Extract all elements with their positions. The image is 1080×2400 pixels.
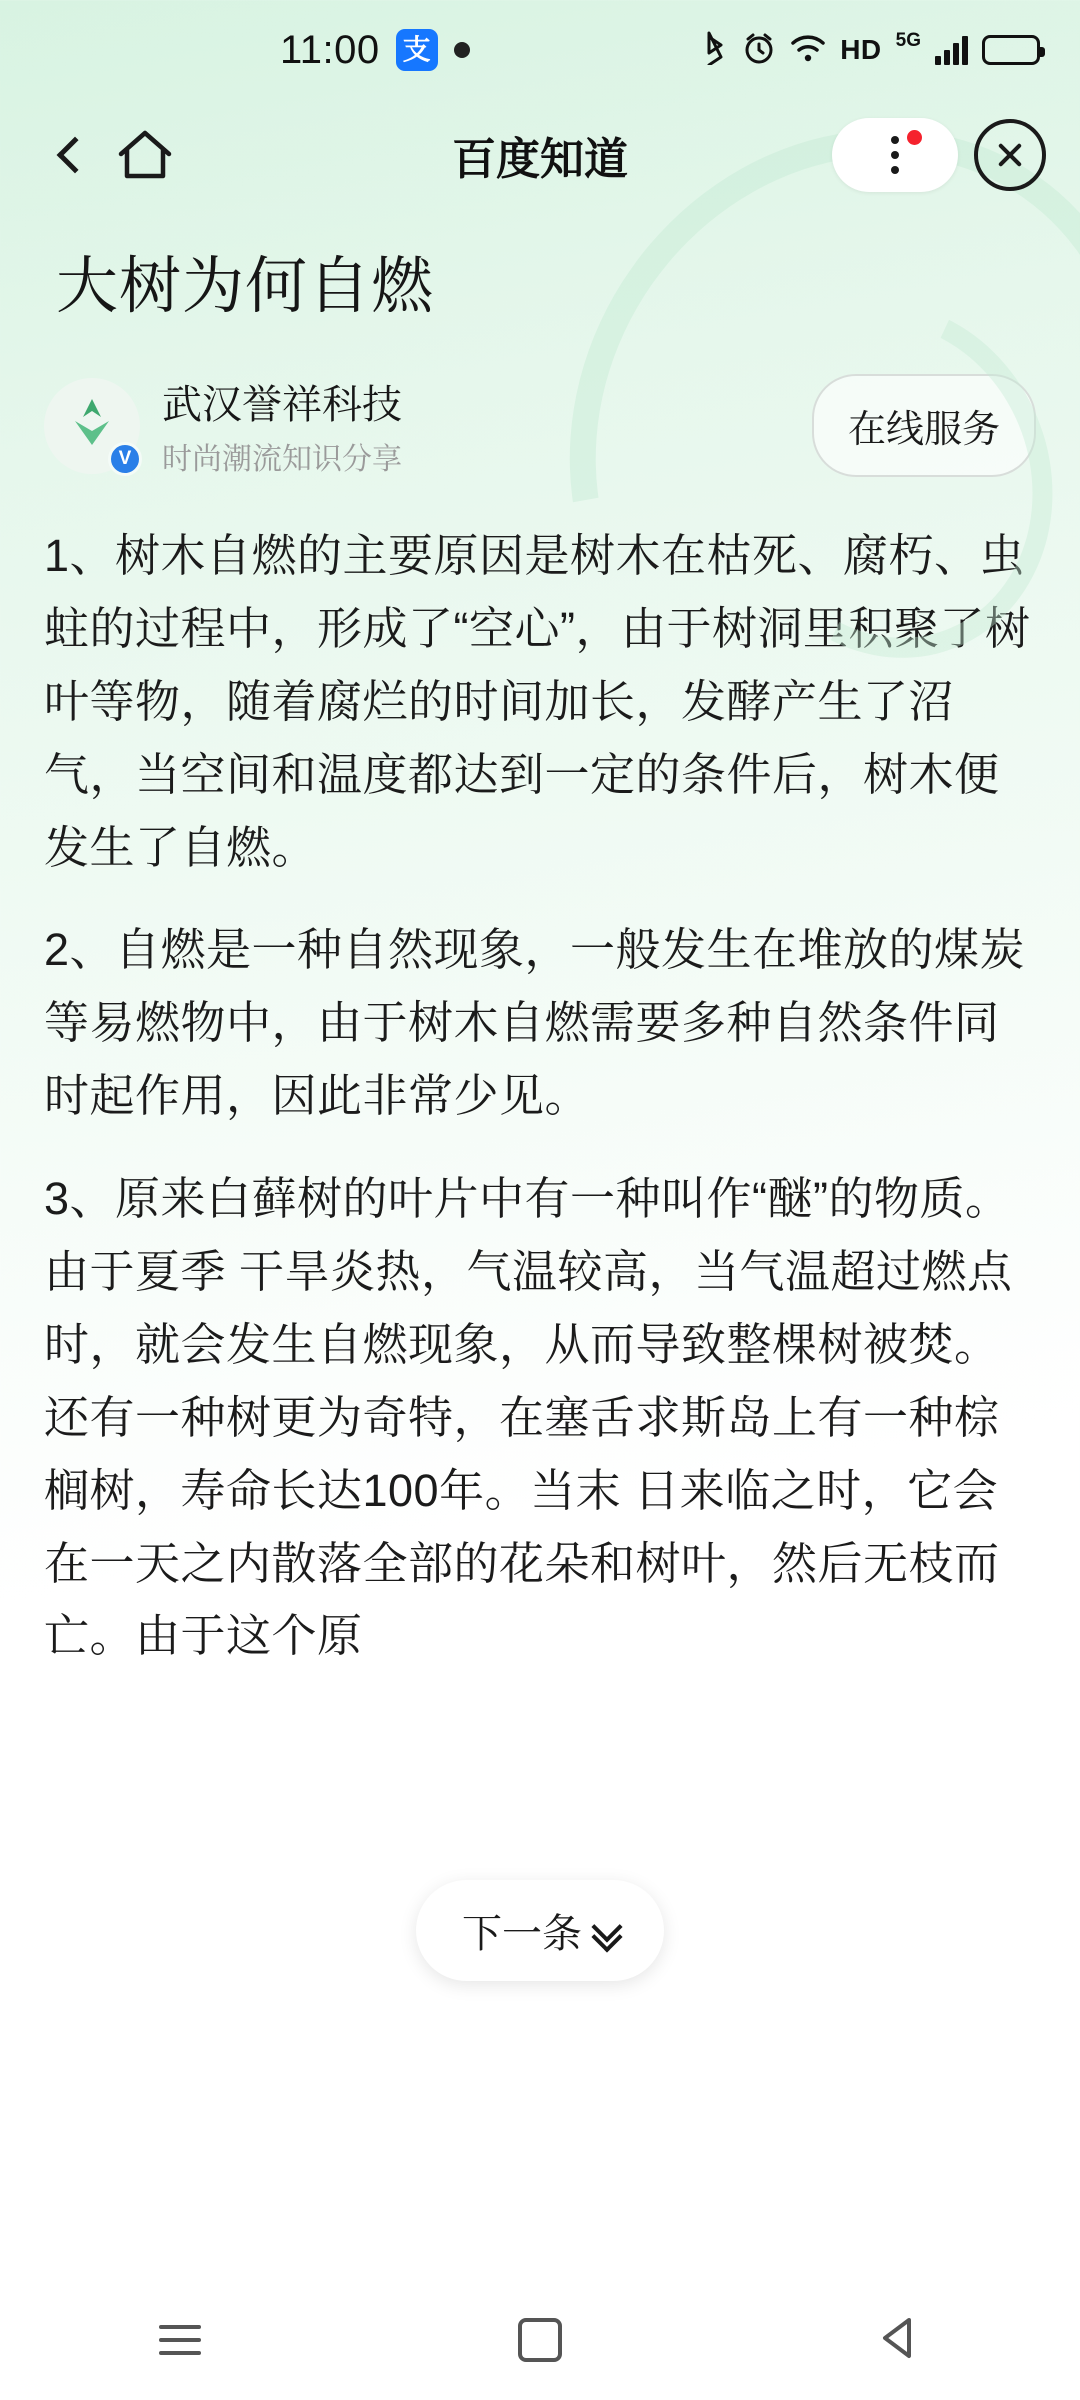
close-icon (995, 140, 1025, 170)
signal-strength-icon (935, 35, 968, 65)
chevron-double-down-icon (596, 1916, 618, 1948)
app-nav-bar (0, 100, 1080, 210)
more-menu-button[interactable] (832, 118, 958, 192)
network-type-label: 5G (895, 30, 921, 51)
author-description: 时尚潮流知识分享 (162, 443, 402, 476)
home-icon (116, 128, 174, 182)
back-triangle-icon (877, 2314, 923, 2367)
system-back-button[interactable] (825, 2295, 975, 2385)
avatar[interactable] (44, 378, 140, 474)
article-paragraph: 1、树木自燃的主要原因是树木在枯死、腐朽、虫蛀的过程中，形成了“空心”，由于树洞里积聚了树叶等物，随着腐烂的时间加长，发酵产生了沼气，当空间和温度都达到一定的条件后，树木便发生了自燃。 (44, 530, 1031, 873)
status-bar (0, 0, 1080, 100)
article-body (0, 478, 1080, 1673)
status-clock: 11:00 (280, 27, 380, 72)
kebab-menu-icon (891, 136, 899, 174)
article-title: 大树为何自燃 (56, 252, 435, 321)
next-article-label: 下一条 (462, 1912, 582, 1956)
system-home-button[interactable] (465, 2295, 615, 2385)
verified-badge-icon: V (108, 442, 142, 476)
battery-icon (982, 35, 1040, 65)
next-article-button[interactable] (416, 1880, 664, 1981)
system-navigation-bar (0, 2280, 1080, 2400)
recent-apps-button[interactable] (105, 2295, 255, 2385)
page-title: 百度知道 (452, 135, 628, 184)
author-row (0, 325, 1080, 478)
status-bar-left (280, 28, 470, 73)
notification-badge (907, 130, 922, 145)
recent-apps-icon (159, 2325, 201, 2355)
online-service-button[interactable]: 在线服务 (812, 374, 1036, 477)
author-info (162, 373, 402, 478)
alipay-icon: 支 (396, 29, 438, 71)
wifi-icon (790, 33, 826, 68)
notification-dot-icon (454, 42, 470, 58)
home-square-icon (518, 2318, 562, 2362)
nav-right-group (832, 118, 1046, 192)
alarm-icon (742, 31, 776, 70)
bluetooth-icon (702, 31, 728, 70)
author-name: 武汉誉祥科技 (162, 383, 402, 427)
back-chevron-icon (57, 137, 94, 174)
hd-indicator: HD (840, 34, 882, 65)
article-paragraph: 3、原来白藓树的叶片中有一种叫作“醚”的物质。由于夏季 干旱炎热，气温较高，当气温超过燃点时，就会发生自燃现象，从而导致整棵树被焚。还有一种树更为奇特，在塞舌求斯岛上有一种棕榈树，寿命长达100年。当末 日来临之时，它会在一天之内散落全部的花朵和树叶，然后无枝而亡。由于这个原 (44, 1173, 1013, 1662)
home-button[interactable] (108, 118, 182, 192)
close-button[interactable] (974, 119, 1046, 191)
back-button[interactable] (34, 118, 108, 192)
status-bar-right (702, 31, 1040, 70)
article-paragraph: 2、自燃是一种自然现象，一般发生在堆放的煤炭等易燃物中，由于树木自燃需要多种自然条件同时起作用，因此非常少见。 (44, 924, 1026, 1122)
